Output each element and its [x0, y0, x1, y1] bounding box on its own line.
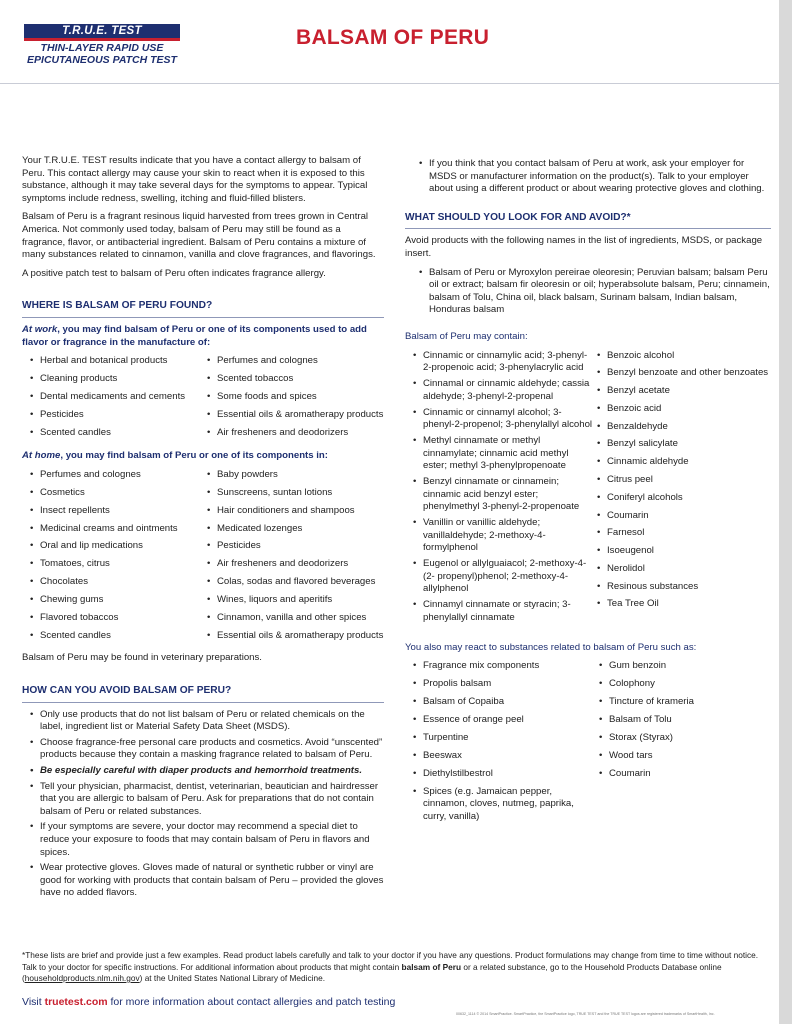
contain-label: Balsam of Peru may contain: [405, 330, 528, 342]
section-heading-found: WHERE IS BALSAM OF PERU FOUND? [22, 300, 384, 318]
list-item: • Air fresheners and deodorizers [207, 558, 392, 571]
list-item: • Citrus peel [597, 474, 768, 487]
left-column [22, 155, 384, 903]
work-advice-list [419, 158, 771, 196]
list-item: • Tincture of krameria [599, 696, 694, 709]
veterinary-note: Balsam of Peru may be found in veterinary preparations. [22, 652, 262, 664]
legal-text: 00632_1114 © 2014 SmartPractice. SmartPractice, the SmartPractice logo, TRUE TEST and the TRUE TEST logos are registered trademarks of SmartHealth, Inc. [456, 1012, 715, 1016]
list-item: • Dental medicaments and cements [30, 391, 207, 404]
list-item: • Wear protective gloves. Gloves made of natural or synthetic rubber or vinyl are good for working with products that contain balsam of Peru – provided the gloves have no added flavors. [30, 862, 384, 900]
list-item: • Cinnamic or cinnamylic acid; 3-phenyl-2-propenoic acid; 3-phenylacrylic acid [413, 350, 593, 375]
list-item: • Colophony [599, 678, 694, 691]
home-products-list [30, 469, 384, 643]
list-item: • Sunscreens, suntan lotions [207, 487, 392, 500]
intro-paragraph-2: Balsam of Peru is a fragrant resinous liquid harvested from trees grown in Central America. Not commonly used today, balsam of Peru may still be found as a fragrance, flavor, or antibacterial ingredient. Balsam of Peru contains a mixture of many substances related to cinnamon, vanilla and clove fragrances, and flavorings. [22, 211, 376, 261]
list-item: • Cinnamon, vanilla and other spices [207, 612, 392, 625]
list-item: • Vanillin or vanillic aldehyde; vanillaldehyde; 2-methoxy-4-formylphenol [413, 517, 593, 555]
intro-paragraph-3: A positive patch test to balsam of Peru often indicates fragrance allergy. [22, 267, 326, 279]
list-item: • Perfumes and colognes [30, 469, 207, 482]
footnote-text-c: ) at the United States National Library of Medicine. [139, 973, 326, 983]
logo-subtitle-2: EPICUTANEOUS PATCH TEST [27, 53, 177, 66]
visit-post: for more information about contact allergies and patch testing [107, 996, 396, 1008]
work-intro [22, 324, 384, 349]
list-item: • Scented tobaccos [207, 373, 392, 386]
footnote [22, 950, 772, 985]
list-item: • Turpentine [413, 732, 595, 745]
intro-paragraph-1: Your T.R.U.E. TEST results indicate that you have a contact allergy to balsam of Peru. This contact allergy may cause your skin to react when it is exposed to this substance, although it may take several days for the symptoms to appear. Typical symptoms include redness, swelling, itching and fluid-filled blisters. [22, 155, 368, 204]
list-item: • Benzoic alcohol [597, 350, 768, 363]
home-lead: At home [22, 450, 61, 462]
list-item: • Tell your physician, pharmacist, dentist, veterinarian, beautician and hairdresser that you are allergic to balsam of Peru. Ask for preparations that do not contain balsam of Peru or related substances. [30, 781, 384, 819]
list-item: • Essence of orange peel [413, 714, 595, 727]
contain-list-1 [413, 350, 593, 628]
list-item: • Flavored tobaccos [30, 612, 207, 625]
list-item: • Medicinal creams and ointments [30, 523, 207, 536]
list-item: • Eugenol or allylguaiacol; 2-methoxy-4-(2- propenyl)phenol; 2-methoxy-4-allylphenol [413, 558, 593, 596]
list-item: • Benzyl cinnamate or cinnamein; cinnamic acid benzyl ester; phenylmethyl 3-phenyl-2-propenoate [413, 476, 593, 514]
list-item: • Chewing gums [30, 594, 207, 607]
list-item: • Cinnamyl cinnamate or styracin; 3-phenylallyl cinnamate [413, 599, 593, 624]
list-item: • Propolis balsam [413, 678, 595, 691]
list-item: • Wines, liquors and aperitifs [207, 594, 392, 607]
list-item: • Insect repellents [30, 505, 207, 518]
list-item: • Diethylstilbestrol [413, 768, 595, 781]
list-item: • Farnesol [597, 527, 768, 540]
list-item: • Hair conditioners and shampoos [207, 505, 392, 518]
truetest-link[interactable]: truetest.com [44, 996, 108, 1008]
list-item: • Cinnamic or cinnamyl alcohol; 3-phenyl-2-propenol; 3-phenylallyl alcohol [413, 407, 593, 432]
list-item: • Cosmetics [30, 487, 207, 500]
household-products-link[interactable]: householdproducts.nlm.nih.gov [24, 973, 140, 983]
footnote-text-a: *These lists are brief and provide just a few examples. Read product labels carefully and talk to your doctor if you have any questions. Product formulations may change from time to time without notice. Talk to your doctor for specific instructions. For additional information about products that might contain [22, 950, 759, 972]
list-item: • Pesticides [207, 540, 392, 553]
section-heading-look-for: WHAT SHOULD YOU LOOK FOR AND AVOID?* [405, 212, 771, 230]
related-label: You also may react to substances related to balsam of Peru such as: [405, 641, 697, 653]
list-item: • Baby powders [207, 469, 392, 482]
list-item: • Air fresheners and deodorizers [207, 427, 392, 440]
contain-columns [413, 350, 771, 628]
visit-line [22, 996, 395, 1008]
list-item: • Perfumes and colognes [207, 355, 392, 368]
names-list [419, 267, 771, 317]
list-item: • Coumarin [597, 510, 768, 523]
list-item: • Benzyl acetate [597, 385, 768, 398]
list-item: • Nerolidol [597, 563, 768, 576]
look-intro: Avoid products with the following names in the list of ingredients, MSDS, or package insert. [405, 235, 763, 259]
list-item: • Resinous substances [597, 581, 768, 594]
list-item: • Oral and lip medications [30, 540, 207, 553]
avoid-tips-list [30, 709, 384, 900]
list-item: • Be especially careful with diaper products and hemorrhoid treatments. [30, 765, 384, 778]
list-item: • Methyl cinnamate or methyl cinnamylate; cinnamic acid methyl ester; methyl 3-phenylpropenoate [413, 435, 593, 473]
list-item: • Coniferyl alcohols [597, 492, 768, 505]
list-item: • Only use products that do not list balsam of Peru or related chemicals on the label, ingredient list or Material Safety Data Sheet (MSDS). [30, 709, 384, 734]
list-item: • Tea Tree Oil [597, 598, 768, 611]
header-divider [0, 83, 779, 84]
related-list-2 [599, 660, 694, 828]
home-intro [22, 450, 384, 463]
home-rest: , you may find balsam of Peru or one of its components in: [60, 450, 328, 462]
visit-pre: Visit [22, 996, 45, 1008]
section-heading-avoid: HOW CAN YOU AVOID BALSAM OF PERU? [22, 685, 384, 703]
list-item: • Benzaldehyde [597, 421, 768, 434]
list-item: • Beeswax [413, 750, 595, 763]
list-item: • Choose fragrance-free personal care products and cosmetics. Avoid “unscented” products because they contain a masking fragrance related to balsam of Peru. [30, 737, 384, 762]
footnote-text-b: or a related substance, go to the Household Products Database online ( [22, 961, 722, 983]
work-rest: , you may find balsam of Peru or one of its components used to add flavor or fragrance in the manufacture of: [22, 323, 367, 348]
list-item: • If your symptoms are severe, your doctor may recommend a special diet to reduce your exposure to foods that may contain balsam of Peru in flavors and spices. [30, 821, 384, 859]
page-title: BALSAM OF PERU [296, 26, 490, 49]
list-item: • Medicated lozenges [207, 523, 392, 536]
names-item: • Balsam of Peru or Myroxylon pereirae oleoresin; Peruvian balsam; balsam Peru oil or extract; balsam fir oleoresin or oil; hyperabsolute balsam, Peru; cinnamein, balsam of Tolu, China oil, black balsam, Surinam balsam, Indian balsam, Honduras balsam [419, 267, 771, 317]
work-lead: At work [22, 323, 58, 335]
logo-subtitle-1: THIN-LAYER RAPID USE [40, 42, 164, 54]
contain-list-2 [597, 350, 768, 628]
list-item: • Coumarin [599, 768, 694, 781]
list-item: • Wood tars [599, 750, 694, 763]
list-item: • Cinnamal or cinnamic aldehyde; cassia aldehyde; 3-phenyl-2-propenal [413, 378, 593, 403]
list-item: • Isoeugenol [597, 545, 768, 558]
list-item: • Benzyl salicylate [597, 438, 768, 451]
list-item: • Balsam of Tolu [599, 714, 694, 727]
logo-red-bar [24, 38, 180, 41]
list-item: • Fragrance mix components [413, 660, 595, 673]
list-item: • Some foods and spices [207, 391, 392, 404]
true-test-logo [24, 24, 180, 66]
list-item: • Pesticides [30, 409, 207, 422]
list-item: • Herbal and botanical products [30, 355, 207, 368]
list-item: • Essential oils & aromatherapy products [207, 409, 392, 422]
right-column [405, 158, 771, 829]
list-item: • Chocolates [30, 576, 207, 589]
list-item: • Cleaning products [30, 373, 207, 386]
list-item: • Benzoic acid [597, 403, 768, 416]
list-item: • Tomatoes, citrus [30, 558, 207, 571]
related-list-1 [413, 660, 595, 828]
list-item: • Storax (Styrax) [599, 732, 694, 745]
list-item: • Scented candles [30, 630, 207, 643]
list-item: • Essential oils & aromatherapy products [207, 630, 392, 643]
footnote-bold: balsam of Peru [401, 961, 462, 972]
logo-wordmark: T.R.U.E. TEST [24, 24, 180, 38]
related-columns [413, 660, 771, 828]
list-item: • Scented candles [30, 427, 207, 440]
work-products-list [30, 355, 384, 439]
list-item: • Gum benzoin [599, 660, 694, 673]
work-advice-item: • If you think that you contact balsam of Peru at work, ask your employer for MSDS or manufacturer information on the product(s). Talk to your employer about using a different product or about wearing protective gloves and clothing. [419, 158, 771, 196]
list-item: • Benzyl benzoate and other benzoates [597, 367, 768, 380]
list-item: • Spices (e.g. Jamaican pepper, cinnamon, cloves, nutmeg, paprika, curry, vanilla) [413, 786, 595, 824]
list-item: • Colas, sodas and flavored beverages [207, 576, 392, 589]
list-item: • Cinnamic aldehyde [597, 456, 768, 469]
list-item: • Balsam of Copaiba [413, 696, 595, 709]
